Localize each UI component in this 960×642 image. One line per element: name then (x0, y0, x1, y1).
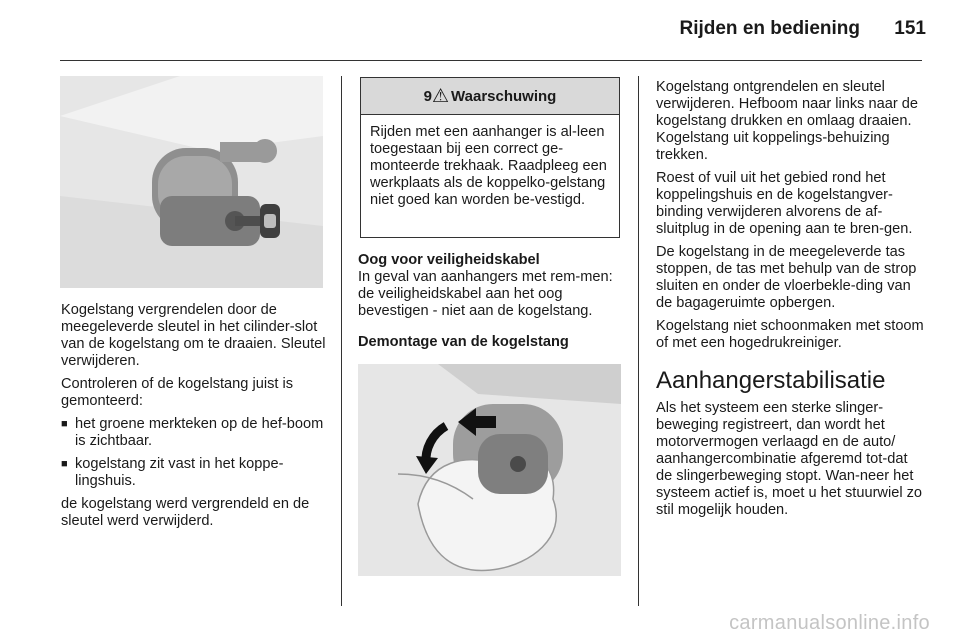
paragraph: Kogelstang niet schoonmaken met stoom of met een hogedrukreiniger. (656, 318, 924, 351)
list-item (61, 416, 329, 450)
column-1-text (61, 302, 329, 536)
subheading: Oog voor veiligheidskabel (358, 252, 540, 268)
paragraph: Als het systeem een sterke slinger-beweging registreert, dan wordt het motorvermogen verlaagd en de auto/ aanhangercombinatie afgeremd tot-dat de slingerbeweging stopt. Wan-neer het systeem actief is, moet u het stuurwiel zo stil mogelijk houden. (656, 400, 923, 518)
warning-triangle-icon: ⚠ (432, 85, 450, 107)
watermark: carmanualsonline.info (729, 612, 930, 634)
list-item-text: kogelstang zit vast in het koppe-lingshuis. (75, 456, 284, 489)
paragraph: De kogelstang in de meegeleverde tas stoppen, de tas met behulp van de strop sluiten en onder de vloerbekle-ding van de bagageruimte opbergen. (656, 244, 917, 311)
paragraph: In geval van aanhangers met rem-men: de veiligheidskabel aan het oog bevestigen - niet aan de kogelstang. (358, 269, 613, 319)
bullet-icon: ■ (61, 418, 68, 430)
paragraph: Kogelstang vergrendelen door de meegeleverde sleutel in het cilinder-slot van de kogelstang om te draaien. Sleutel verwijderen. (61, 302, 326, 369)
subheading: Demontage van de kogelstang (358, 334, 569, 350)
warning-header (361, 78, 619, 115)
paragraph: Controleren of de kogelstang juist is gemonteerd: (61, 376, 294, 409)
column-divider-1 (341, 76, 342, 606)
warning-number: 9 (423, 87, 432, 105)
paragraph: Kogelstang ontgrendelen en sleutel verwijderen. Hefboom naar links naar de kogelstang drukken en omlaag draaien. Kogelstang uit koppelings-behuizing trekken. (656, 79, 919, 163)
section-heading: Aanhangerstabilisatie (656, 367, 886, 394)
column-3-text (656, 79, 924, 525)
list-item (61, 456, 329, 490)
bullet-icon: ■ (61, 458, 68, 470)
warning-box (360, 77, 620, 238)
paragraph: de kogelstang werd vergrendeld en de sleutel werd verwijderd. (61, 496, 310, 529)
page-number: 151 (894, 18, 926, 39)
list-item-text: het groene merkteken op de hef-boom is zichtbaar. (75, 416, 324, 449)
warning-title: Waarschuwing (451, 87, 557, 105)
figure-ball-bar-removal (358, 364, 621, 576)
column-divider-2 (638, 76, 639, 606)
column-2-text (358, 252, 626, 351)
warning-text: Rijden met een aanhanger is al-leen toegestaan bij een correct ge-monteerde trekhaak. Raadpleeg een werkplaats als de koppelko-gelstang niet goed kan worden be-vestigd. (370, 124, 607, 208)
figure-ball-bar-lock (60, 76, 323, 288)
paragraph: Roest of vuil uit het gebied rond het koppelingshuis en de kogelstangver-binding verwijderen alvorens de af-sluitplug in de opening aan te bren-gen. (656, 170, 913, 237)
page-header-title: Rijden en bediening (679, 18, 860, 39)
header-divider (60, 60, 922, 61)
